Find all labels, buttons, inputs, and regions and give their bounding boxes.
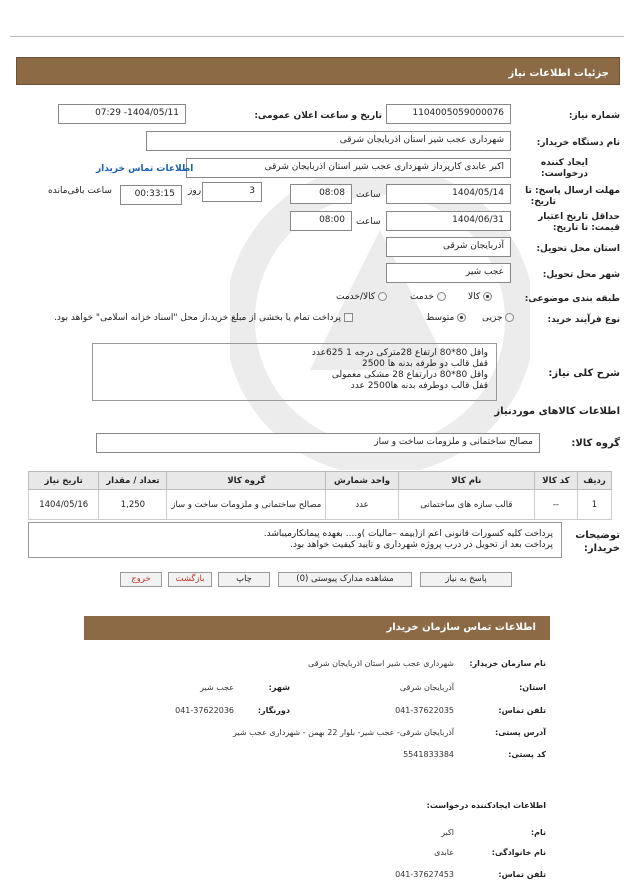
contact-postal-value: 5541833384: [403, 750, 454, 759]
contact-province-label: استان:: [519, 683, 546, 692]
cell-group: مصالح ساختمانی و ملزومات ساخت و ساز: [167, 490, 326, 520]
days-label: روز: [188, 186, 202, 196]
creator-phone-label: تلفن تماس:: [498, 870, 546, 879]
category-option-goods[interactable]: کالا: [468, 292, 492, 302]
checkbox-icon: [344, 313, 353, 322]
creator-info-title: اطلاعات ایجادکننده درخواست:: [426, 801, 546, 810]
top-divider: [10, 36, 624, 37]
description-line: قفل قالب دو طرفه بدنه ها 2500: [361, 359, 488, 369]
contact-postal-label: کد پستی:: [508, 750, 546, 759]
contact-fax-label: دورنگار:: [257, 706, 290, 715]
attachments-button[interactable]: مشاهده مدارک پیوستی (0): [278, 572, 412, 587]
col-group: گروه کالا: [167, 472, 326, 490]
buyer-contact-link[interactable]: اطلاعات تماس خریدار: [96, 164, 194, 174]
cell-row: 1: [577, 490, 611, 520]
creator-phone-value: 041-37627453: [395, 870, 454, 879]
buyer-org-field: شهرداری عجب شیر استان اذربایجان شرقی: [146, 131, 511, 151]
notes-box: [28, 522, 562, 558]
col-name: نام کالا: [398, 472, 534, 490]
cell-code: --: [534, 490, 577, 520]
province-label: استان محل تحویل:: [536, 244, 620, 254]
radio-selected-icon: [457, 313, 466, 322]
contact-org-label: نام سازمان خریدار:: [469, 659, 546, 668]
description-box: [92, 343, 497, 401]
radio-icon: [505, 313, 514, 322]
contact-title-bar: [84, 616, 550, 640]
province-field: آذربایجان شرقی: [386, 237, 511, 257]
reply-date-field: 1404/05/14: [386, 184, 511, 204]
col-code: کد کالا: [534, 472, 577, 490]
remaining-time-field: 00:33:15: [120, 185, 182, 205]
col-qty: تعداد / مقدار: [99, 472, 167, 490]
city-label: شهر محل تحویل:: [542, 270, 620, 280]
process-option-medium[interactable]: متوسط: [426, 313, 466, 323]
col-row: ردیف: [577, 472, 611, 490]
contact-phone-value: 041-37622035: [395, 706, 454, 715]
radio-icon: [378, 292, 387, 301]
description-line: واقل 80*80 درارتفاع 28 مشکی معمولی: [331, 370, 488, 380]
contact-phone-label: تلفن تماس:: [498, 706, 546, 715]
back-button[interactable]: بازگشت: [168, 572, 212, 587]
process-label: نوع فرآیند خرید:: [547, 315, 620, 325]
city-field: عجب شیر: [386, 263, 511, 283]
creator-label-line2: درخواست:: [541, 169, 588, 179]
description-label: شرح کلی نیاز:: [548, 368, 620, 379]
announce-datetime-label: تاریخ و ساعت اعلان عمومی:: [254, 111, 382, 121]
col-unit: واحد شمارش: [326, 472, 399, 490]
contact-city-value: عجب شیر: [200, 683, 234, 692]
contact-city-label: شهر:: [268, 683, 290, 692]
creator-first-name-label: نام:: [530, 828, 546, 837]
validity-date-field: 1404/06/31: [386, 211, 511, 231]
category-label: طبقه بندی موضوعی:: [524, 294, 620, 304]
process-option-minor[interactable]: جزیی: [482, 313, 514, 323]
description-line: قفل قالب دوطرفه بدنه ها2500 عدد: [350, 381, 488, 391]
goods-table: [28, 471, 612, 520]
need-number-field: 1104005059000076: [386, 104, 511, 124]
contact-province-value: آذربایجان شرقی: [399, 683, 454, 692]
days-field: 3: [202, 182, 262, 202]
goods-table-header: [29, 472, 612, 490]
notes-label-line1: توضیحات: [575, 530, 620, 541]
contact-fax-value: 041-37622036: [175, 706, 234, 715]
validity-label-line2: قیمت: تا تاریخ:: [552, 223, 620, 233]
description-line: واقل 80*80 ارتفاع 28مترکی درجه 1 625عدد: [311, 348, 488, 358]
contact-address-label: آدرس پستی:: [495, 728, 546, 737]
radio-selected-icon: [483, 292, 492, 301]
cell-unit: عدد: [326, 490, 399, 520]
contact-title: اطلاعات تماس سازمان خریدار: [386, 622, 536, 633]
treasury-checkbox[interactable]: پرداخت تمام یا بخشی از مبلغ خرید،از محل "اسناد خزانه اسلامی" خواهد بود.: [54, 313, 353, 323]
cell-qty: 1,250: [99, 490, 167, 520]
goods-group-field: مصالح ساختمانی و ملزومات ساخت و ساز: [96, 433, 540, 453]
reply-time-field: 08:08: [290, 184, 352, 204]
notes-label-line2: خریدار:: [583, 543, 620, 554]
announce-datetime-field: 1404/05/11- 07:29: [58, 104, 186, 124]
creator-label-line1: ایجاد کننده: [540, 158, 588, 168]
creator-last-name-value: عابدی: [434, 848, 454, 857]
page-title-bar: [16, 57, 620, 85]
contact-address-value: آذربایجان شرقی- عجب شیر- بلوار 22 بهمن - شهرداری عجب شیر: [233, 728, 454, 737]
need-number-label: شماره نیاز:: [568, 111, 620, 121]
cell-name: قالب سازه های ساختمانی: [398, 490, 534, 520]
category-option-goods-service[interactable]: کالا/خدمت: [336, 292, 387, 302]
exit-button[interactable]: خروج: [120, 572, 162, 587]
notes-line: پرداخت کلیه کسورات قانونی اعم از(بیمه –مالیات )و.... بعهده پیمانکارمیباشد.: [263, 529, 553, 539]
buyer-org-label: نام دستگاه خریدار:: [536, 138, 620, 148]
validity-time-field: 08:00: [290, 211, 352, 231]
print-button[interactable]: چاپ: [218, 572, 270, 587]
reply-deadline-label-line1: مهلت ارسال پاسخ: تا: [525, 186, 620, 196]
goods-section-title: اطلاعات کالاهای موردنیاز: [494, 406, 620, 417]
contact-org-value: شهرداری عجب شیر استان اذربایجان شرقی: [307, 659, 454, 668]
validity-time-label: ساعت: [356, 217, 381, 227]
notes-line: پرداخت بعد از تحویل در درب پروژه شهرداری و تایید کیفیت خواهد بود.: [290, 540, 553, 550]
radio-icon: [437, 292, 446, 301]
page-title: جزئیات اطلاعات نیاز: [508, 68, 609, 79]
validity-label-line1: حداقل تاریخ اعتبار: [538, 212, 620, 222]
col-date: تاریخ نیاز: [29, 472, 99, 490]
table-row: [29, 490, 612, 520]
cell-date: 1404/05/16: [29, 490, 99, 520]
reply-button[interactable]: پاسخ به نیاز: [420, 572, 512, 587]
creator-first-name-value: اکبر: [441, 828, 454, 837]
remaining-time-label: ساعت باقی‌مانده: [48, 186, 112, 196]
category-option-service[interactable]: خدمت: [410, 292, 446, 302]
goods-group-label: گروه کالا:: [571, 438, 620, 449]
creator-field: اکبر عابدی کارپرداز شهرداری عجب شیر استان اذربایجان شرقی: [186, 158, 511, 178]
reply-deadline-label-line2: تاریخ:: [530, 197, 556, 207]
reply-time-label: ساعت: [356, 190, 381, 200]
creator-last-name-label: نام خانوادگی:: [491, 848, 546, 857]
